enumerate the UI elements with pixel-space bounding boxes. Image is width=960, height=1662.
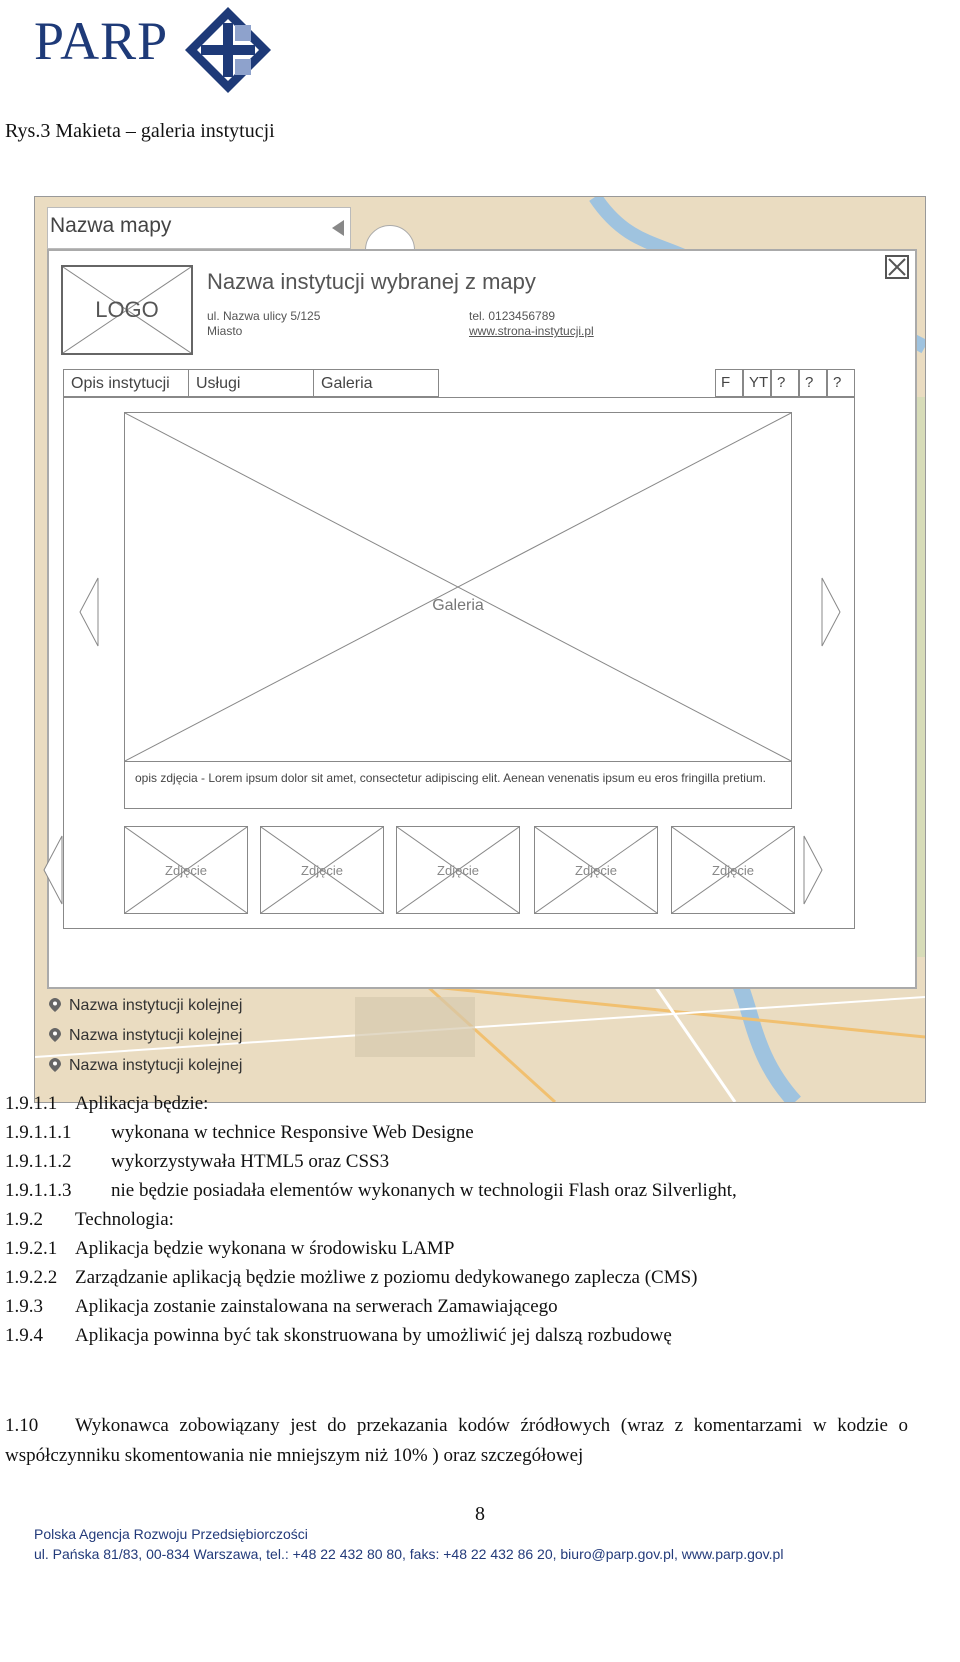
map-name: Nazwa mapy xyxy=(50,214,172,237)
thumbnail[interactable] xyxy=(396,826,520,914)
paragraph-1-10 xyxy=(5,1411,908,1471)
section-text: wykorzystywała HTML5 oraz CSS3 xyxy=(111,1151,390,1172)
list-item xyxy=(5,1296,558,1318)
list-item[interactable] xyxy=(49,997,242,1015)
institution-phone: tel. 0123456789 xyxy=(469,309,556,323)
tab-opis-instytucji[interactable]: Opis instytucji xyxy=(63,369,189,397)
list-item[interactable] xyxy=(49,1027,242,1045)
list-item xyxy=(5,1267,698,1289)
mockup-figure xyxy=(34,196,926,1103)
collapse-arrow-icon[interactable] xyxy=(332,220,344,236)
footer-organization: Polska Agencja Rozwoju Przedsiębiorczości xyxy=(34,1526,308,1542)
section-text: nie będzie posiadała elementów wykonanych w technologii Flash oraz Silverlight, xyxy=(111,1180,737,1201)
section-text: Aplikacja będzie: xyxy=(75,1093,209,1114)
gallery-next-arrow-icon[interactable] xyxy=(820,576,842,648)
institution-city: Miasto xyxy=(207,324,243,338)
social-button-5[interactable]: ? xyxy=(827,369,855,397)
thumbnail[interactable] xyxy=(534,826,658,914)
map-pin-icon xyxy=(49,998,61,1012)
tab-uslugi[interactable]: Usługi xyxy=(188,369,314,397)
social-button-4[interactable]: ? xyxy=(799,369,827,397)
close-icon xyxy=(887,257,907,277)
figure-caption: Rys.3 Makieta – galeria instytucji xyxy=(5,120,275,142)
section-text: Aplikacja zostanie zainstalowana na serwerach Zamawiającego xyxy=(75,1296,558,1317)
map-pin-icon xyxy=(49,1028,61,1042)
list-item xyxy=(5,1238,454,1260)
section-number: 1.9.4 xyxy=(5,1325,43,1346)
list-item xyxy=(5,1093,208,1115)
footer-address: ul. Pańska 81/83, 00-834 Warszawa, tel.: +48 22 432 80 80, faks: +48 22 432 86 20, biuro@parp.gov.pl, www.parp.gov.pl xyxy=(34,1546,784,1562)
section-number: 1.9.1.1.1 xyxy=(5,1122,72,1143)
section-number: 1.9.2 xyxy=(5,1209,43,1230)
close-button[interactable] xyxy=(885,255,909,279)
list-item xyxy=(5,1325,672,1347)
section-text: Technologia: xyxy=(75,1209,174,1230)
section-text: Aplikacja będzie wykonana w środowisku LAMP xyxy=(75,1238,455,1259)
parp-logo-text: PARP xyxy=(34,11,169,71)
map-name-panel xyxy=(47,207,351,249)
thumbnail-label: Zdjęcie xyxy=(301,863,343,878)
gallery-prev-arrow-icon[interactable] xyxy=(78,576,100,648)
section-text: Wykonawca zobowiązany jest do przekazania kodów źródłowych (wraz z komentarzami w kodzie o współczynniku skomentowania nie mniejszym niż 10% ) oraz szczegółowej xyxy=(5,1415,908,1466)
thumbnail[interactable] xyxy=(124,826,248,914)
thumbnail[interactable] xyxy=(671,826,795,914)
thumbnail-label: Zdjęcie xyxy=(575,863,617,878)
institution-logo-placeholder xyxy=(61,265,193,355)
gallery-label: Galeria xyxy=(432,597,484,614)
tab-galeria[interactable]: Galeria xyxy=(313,369,439,397)
thumbnails-prev-arrow-icon[interactable] xyxy=(42,834,64,906)
facebook-button[interactable]: F xyxy=(715,369,743,397)
institution-website-link[interactable]: www.strona-instytucji.pl xyxy=(469,324,594,338)
section-text: Aplikacja powinna być tak skonstruowana by umożliwić jej dalszą rozbudowę xyxy=(75,1325,672,1346)
section-text: wykonana w technice Responsive Web Designe xyxy=(111,1122,474,1143)
parp-logo-icon xyxy=(183,5,273,95)
list-item xyxy=(5,1151,389,1173)
institution-list-label: Nazwa instytucji kolejnej xyxy=(69,997,243,1014)
map-pin-icon xyxy=(49,1058,61,1072)
thumbnail-label: Zdjęcie xyxy=(437,863,479,878)
list-item xyxy=(5,1209,174,1231)
social-buttons xyxy=(715,369,857,397)
section-number: 1.9.2.1 xyxy=(5,1238,58,1259)
list-item xyxy=(5,1180,737,1202)
photo-description: opis zdjęcia - Lorem ipsum dolor sit amet, consectetur adipiscing elit. Aenean venenatis ipsum eu eros fringilla pretium. xyxy=(124,761,792,809)
institution-list-label: Nazwa instytucji kolejnej xyxy=(69,1057,243,1074)
section-number: 1.9.3 xyxy=(5,1296,43,1317)
youtube-button[interactable]: YT xyxy=(743,369,771,397)
social-button-3[interactable]: ? xyxy=(771,369,799,397)
section-number: 1.9.1.1.3 xyxy=(5,1180,72,1201)
section-number: 1.9.1.1.2 xyxy=(5,1151,72,1172)
institution-name: Nazwa instytucji wybranej z mapy xyxy=(207,269,536,294)
gallery-main-image xyxy=(124,412,792,762)
section-number: 1.9.2.2 xyxy=(5,1267,58,1288)
section-number: 1.9.1.1 xyxy=(5,1093,58,1114)
list-item[interactable] xyxy=(49,1057,242,1075)
thumbnail[interactable] xyxy=(260,826,384,914)
logo-label: LOGO xyxy=(95,297,159,322)
placeholder-cross-icon xyxy=(125,413,791,761)
institution-modal xyxy=(47,249,917,989)
institution-list-label: Nazwa instytucji kolejnej xyxy=(69,1027,243,1044)
section-text: Zarządzanie aplikacją będzie możliwe z poziomu dedykowanego zaplecza (CMS) xyxy=(75,1267,698,1288)
thumbnail-label: Zdjęcie xyxy=(165,863,207,878)
section-number: 1.10 xyxy=(5,1415,39,1436)
page-number: 8 xyxy=(475,1503,485,1525)
list-item xyxy=(5,1122,474,1144)
thumbnails-next-arrow-icon[interactable] xyxy=(802,834,824,906)
tab-content-area xyxy=(63,397,855,929)
institution-street: ul. Nazwa ulicy 5/125 xyxy=(207,309,321,323)
thumbnail-label: Zdjęcie xyxy=(712,863,754,878)
